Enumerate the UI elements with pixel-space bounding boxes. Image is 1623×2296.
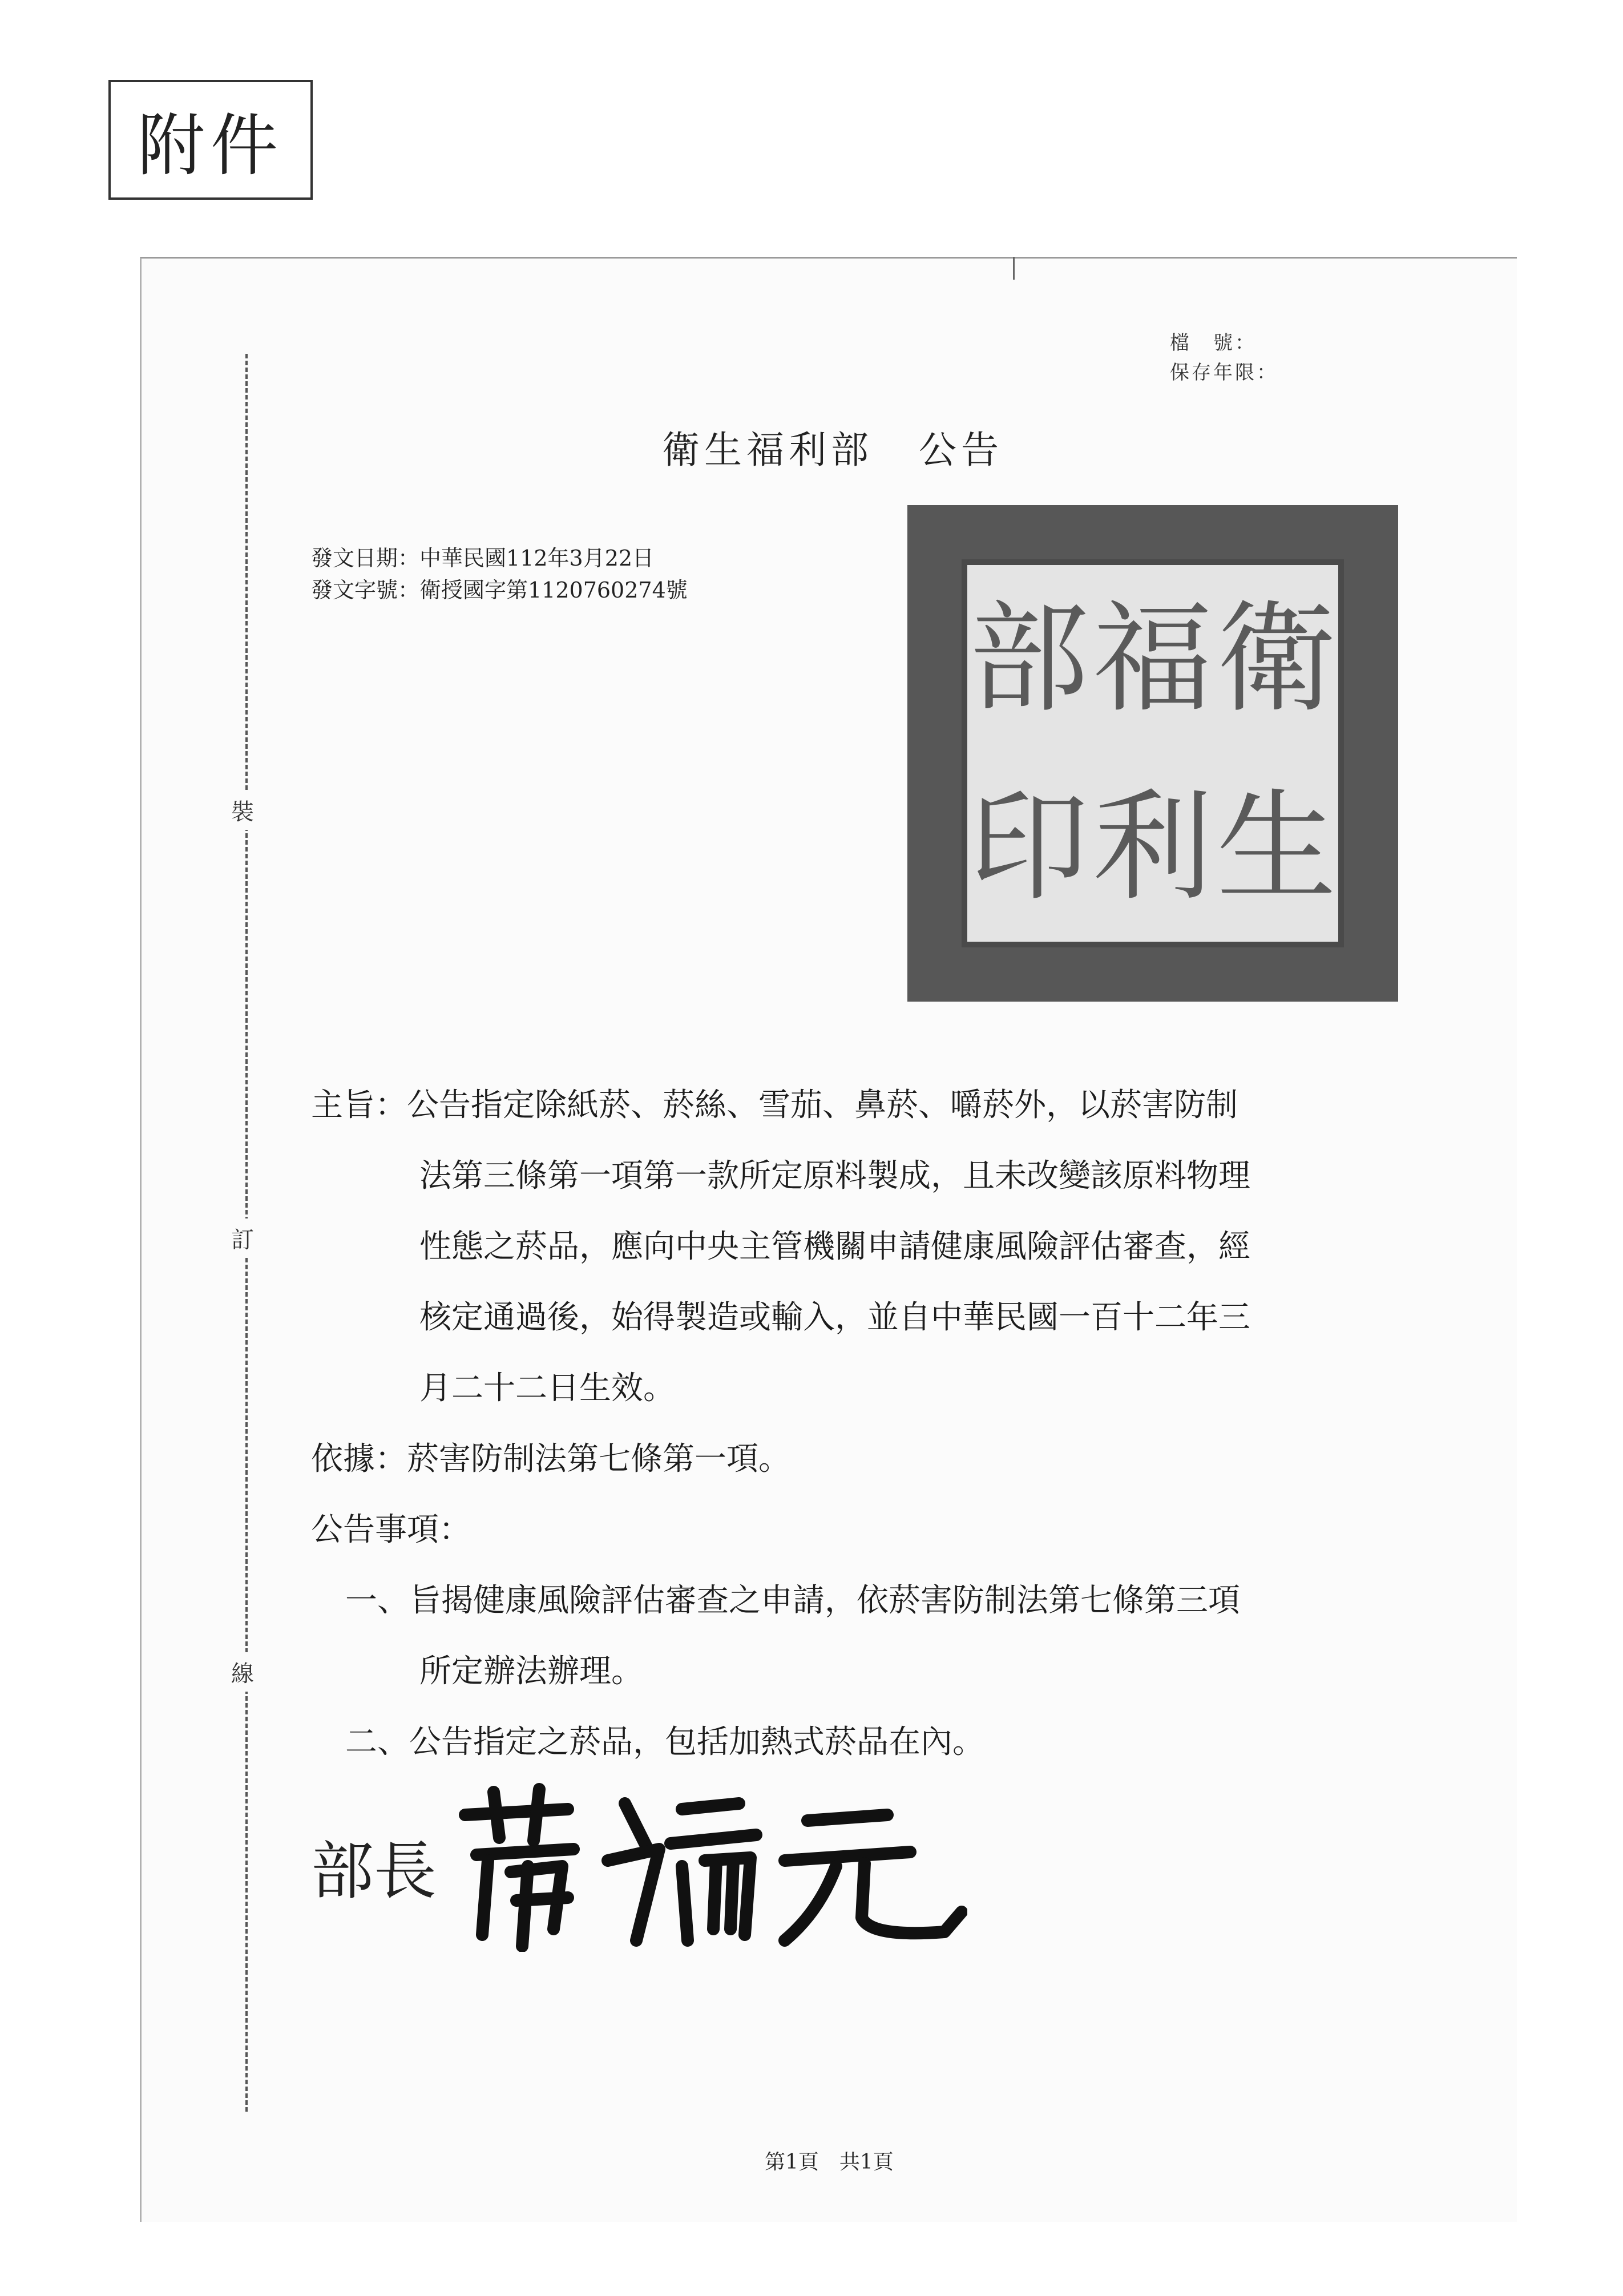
notice-text: 公告指定之菸品，包括加熱式菸品在內。 [409,1724,984,1761]
binding-mark-ding: 訂 [231,1218,254,1258]
signatory-title: 部長 [311,1835,437,1908]
subject-text: 法第三條第一項第一款所定原料製成，且未改變該原料物理 [419,1157,1250,1195]
issue-number: 發文字號：衛授國字第1120760274號 [311,578,688,603]
handwritten-signature [454,1781,967,1952]
seal-char: 部 [969,589,1089,729]
seal-char: 衛 [1216,589,1337,729]
binding-mark-zhuang: 裝 [231,790,254,830]
subject-text: 月二十二日生效。 [419,1370,675,1407]
attachment-label: 附件 [108,80,313,200]
basis-line [311,1424,1390,1495]
subject-label: 主旨： [311,1087,407,1124]
scan-tick-mark [1013,257,1015,280]
seal-face [962,559,1344,947]
basis-text: 菸害防制法第七條第一項。 [407,1440,790,1478]
retention-label: 保存年限： [1170,361,1278,384]
notice-item [311,1707,1390,1778]
page-indicator: 第1頁 共1頁 [765,2150,894,2174]
notice-text: 旨揭健康風險評估審查之申請，依菸害防制法第七條第三項 [409,1582,1240,1619]
subject-text: 核定通過後，始得製造或輸入，並自中華民國一百十二年三 [419,1299,1250,1336]
issue-date: 發文日期：中華民國112年3月22日 [311,546,655,571]
signature-block [311,1781,967,1952]
notice-marker: 二、 [345,1724,409,1761]
seal-char: 生 [1216,777,1337,917]
seal-char: 福 [1092,589,1213,729]
notices-label: 公告事項： [311,1511,471,1548]
seal-char: 利 [1092,777,1213,917]
notice-item [311,1565,1390,1636]
subject-text: 性態之菸品，應向中央主管機關申請健康風險評估審查，經 [419,1228,1250,1265]
issue-meta [311,542,688,606]
document-type: 公告 [919,428,1003,472]
subject-text: 公告指定除紙菸、菸絲、雪茄、鼻菸、嚼菸外，以菸害防制 [407,1087,1238,1124]
file-number-label: 檔 號： [1170,332,1257,354]
notice-text: 所定辦法辦理。 [419,1653,643,1690]
seal-char: 印 [969,777,1089,917]
page-title [662,419,1003,474]
subject-line [311,1070,1390,1141]
agency-name: 衛生福利部 [662,428,873,472]
archive-info [1170,328,1278,388]
basis-label: 依據： [311,1440,407,1478]
official-seal [907,505,1398,1002]
binding-mark-xian: 線 [231,1652,254,1692]
notice-marker: 一、 [345,1582,409,1619]
announcement-body [311,1070,1390,1778]
